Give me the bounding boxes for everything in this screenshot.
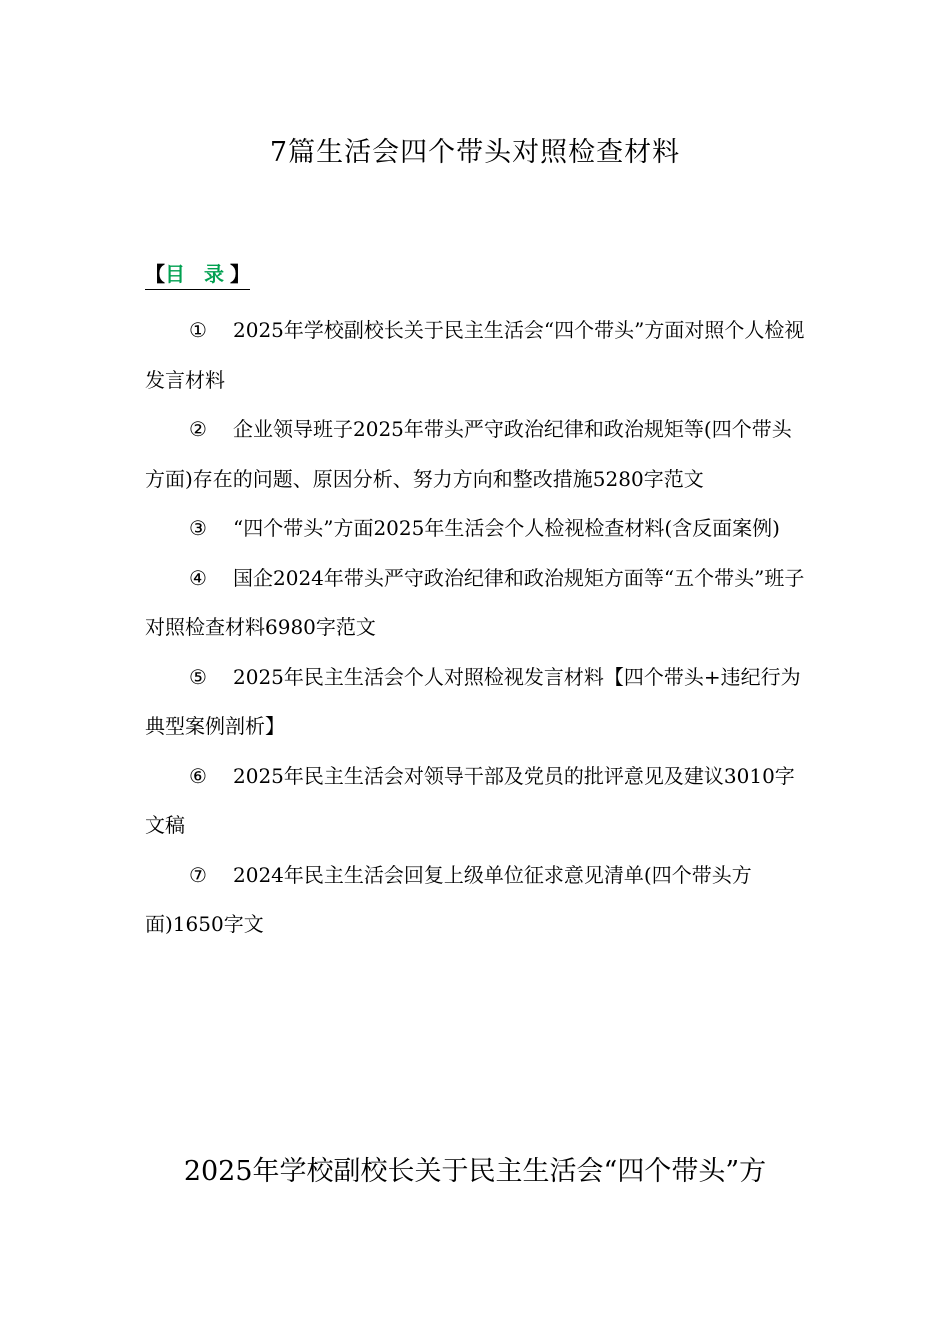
toc-item-6[interactable] (145, 752, 810, 851)
toc-heading[interactable] (145, 259, 250, 290)
toc-item-4[interactable] (145, 554, 810, 653)
toc-item-7[interactable] (145, 851, 810, 950)
toc-item-number: ⑥ (189, 763, 207, 788)
toc-list (145, 306, 810, 950)
toc-item-number: ② (189, 417, 207, 441)
toc-item-text: 2024年民主生活会回复上级单位征求意见清单(四个带头方面)1650字文 (145, 862, 752, 936)
toc-item-number: ① (189, 318, 207, 342)
toc-bracket-close: 】 (229, 262, 250, 286)
toc-bracket-open: 【 (145, 262, 165, 286)
toc-item-text: 国企2024年带头严守政治纪律和政治规矩方面等“五个带头”班子对照检查材料6980字范文 (145, 565, 805, 639)
toc-item-1[interactable] (145, 306, 810, 405)
first-section-title: 2025年学校副校长关于民主生活会“四个带头”方 (183, 1156, 767, 1187)
toc-item-number: ④ (189, 565, 207, 590)
toc-item-5[interactable] (145, 653, 810, 752)
toc-heading-label: 目 录 (165, 262, 230, 286)
toc-item-text: 2025年学校副校长关于民主生活会“四个带头”方面对照个人检视发言材料 (145, 318, 805, 392)
toc-item-3[interactable] (145, 504, 810, 554)
toc-item-text: “四个带头”方面2025年生活会个人检视检查材料(含反面案例) (233, 516, 780, 540)
toc-item-text: 企业领导班子2025年带头严守政治纪律和政治规矩等(四个带头方面)存在的问题、原因分析、努力方向和整改措施5280字范文 (145, 417, 792, 491)
toc-item-text: 2025年民主生活会对领导干部及党员的批评意见及建议3010字文稿 (145, 763, 795, 837)
toc-item-number: ⑤ (189, 664, 207, 689)
toc-item-number: ⑦ (189, 862, 207, 887)
toc-item-number: ③ (189, 516, 207, 540)
toc-item-2[interactable] (145, 405, 810, 504)
document-title: 7篇生活会四个带头对照检查材料 (269, 137, 681, 168)
toc-item-text: 2025年民主生活会个人对照检视发言材料【四个带头+违纪行为典型案例剖析】 (145, 664, 801, 738)
